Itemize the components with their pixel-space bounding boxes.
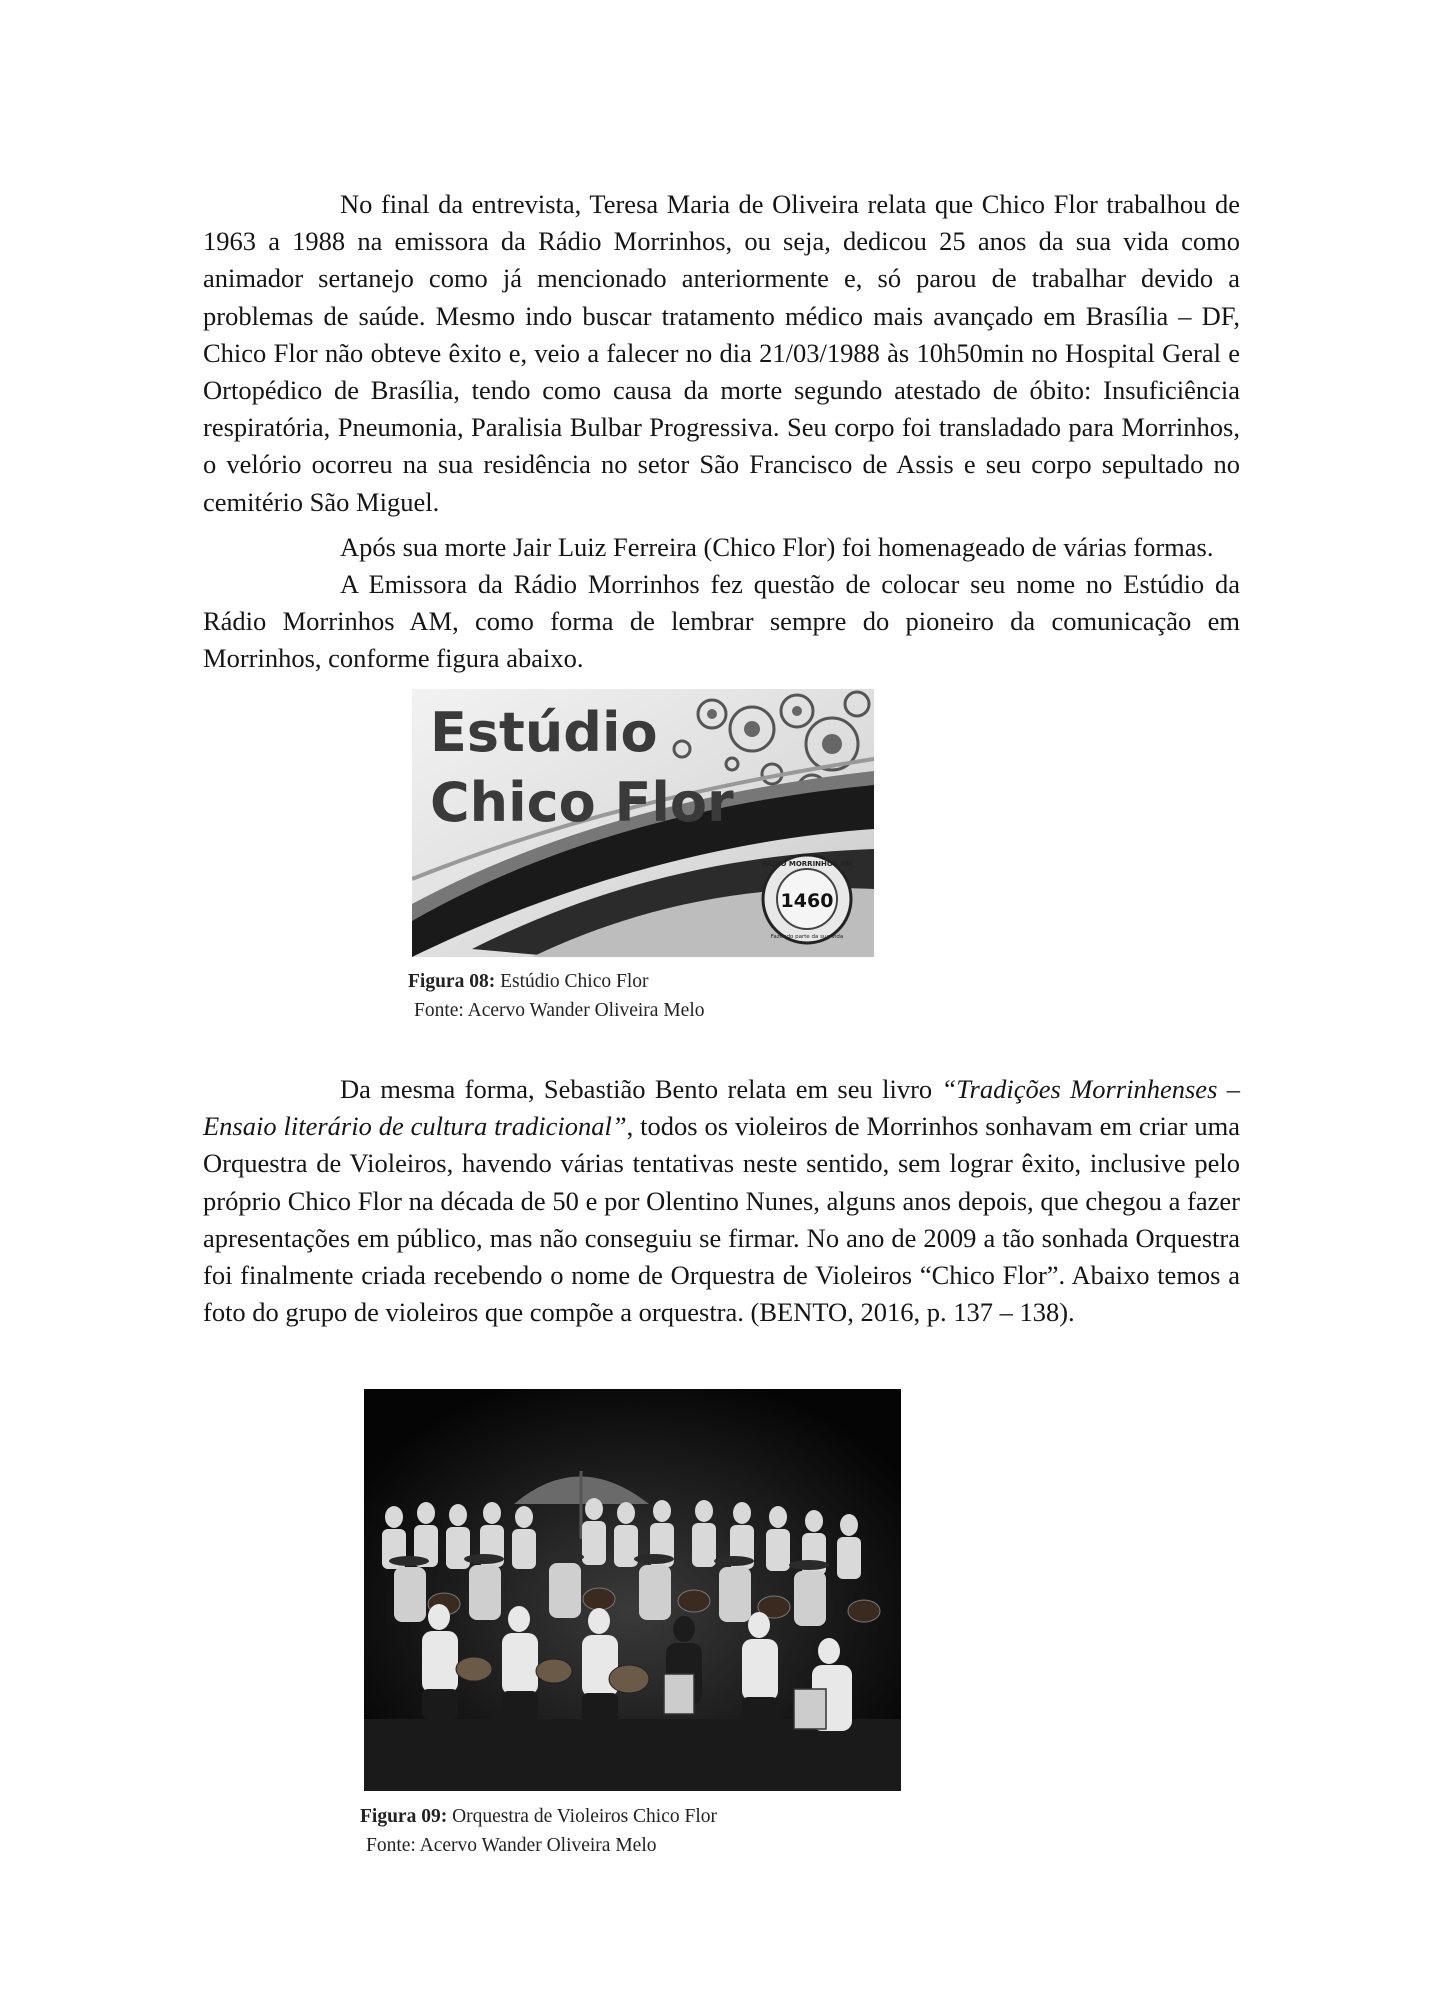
figure-08-caption-text: Estúdio Chico Flor (495, 971, 649, 992)
radio-morrinhos-logo (761, 855, 852, 943)
figure-09-source: Fonte: Acervo Wander Oliveira Melo (366, 1835, 657, 1856)
sign-text-estudio: Estúdio (430, 701, 658, 764)
figure-08-caption (408, 968, 649, 996)
accordion-right (794, 1689, 826, 1729)
paragraph-orchestra (203, 1071, 1240, 1331)
figure-08-source: Fonte: Acervo Wander Oliveira Melo (414, 1000, 705, 1021)
sign-text-chico-flor: Chico Flor (430, 771, 734, 834)
accordion-left (664, 1674, 694, 1714)
paragraph-orchestra-text-start: Da mesma forma, Sebastião Bento relata em seu livro (340, 1074, 942, 1104)
figure-09-caption-label: Figura 09: (360, 1806, 448, 1827)
paragraph-chico-flor-death: No final da entrevista, Teresa Maria de Oliveira relata que Chico Flor trabalhou de 1963 a 1988 na emissora da Rádio Morrinhos, ou seja, dedicou 25 anos da sua vida como animador sertanejo como já mencionado anteriormente e, só parou de trabalhar devido a problemas de saúde. Mesmo indo buscar tratamento médico mais avançado em Brasília – DF, Chico Flor não obteve êxito e, veio a falecer no dia 21/03/1988 às 10h50min no Hospital Geral e Ortopédico de Brasília, tendo como causa da morte segundo atestado de óbito: Insuficiência respiratória, Pneumonia, Paralisia Bulbar Progressiva. Seu corpo foi transladado para Morrinhos, o velório ocorreu na sua residência no setor São Francisco de Assis e seu corpo sepultado no cemitério São Miguel. (203, 189, 1240, 517)
paragraph-orchestra-text-end: , todos os violeiros de Morrinhos sonhavam em criar uma Orquestra de Violeiros, havendo várias tentativas neste sentido, sem lograr êxito, inclusive pelo próprio Chico Flor na década de 50 e por Olentino Nunes, alguns anos depois, que chegou a fazer apresentações em público, mas não conseguiu se firmar. No ano de 2009 a tão sonhada Orquestra foi finalmente criada recebendo o nome de Orquestra de Violeiros “Chico Flor”. Abaixo temos a foto do grupo de violeiros que compõe a orquestra. (BENTO, 2016, p. 137 – 138). (203, 1111, 1240, 1328)
logo-slogan: Fazendo parte da sua vida (770, 934, 844, 940)
figure-08-caption-label: Figura 08: (408, 971, 496, 992)
figure-08-studio-sign-photo (412, 689, 874, 957)
paragraph-studio-name: A Emissora da Rádio Morrinhos fez questão de colocar seu nome no Estúdio da Rádio Morrinhos AM, como forma de lembrar sempre do pioneiro da comunicação em Morrinhos, conforme figura abaixo. (203, 569, 1240, 674)
logo-arc-text: RÁDIO MORRINHOS AM (761, 860, 853, 868)
figure-09-orchestra-photo (364, 1389, 901, 1791)
logo-number: 1460 (780, 890, 834, 912)
figure-09-caption (360, 1803, 717, 1831)
figure-09-caption-text: Orquestra de Violeiros Chico Flor (447, 1806, 718, 1827)
book-title: “Tradições Morrinhenses – Ensaio literário de cultura tradicional” (203, 1074, 1240, 1142)
paragraph-homage: Após sua morte Jair Luiz Ferreira (Chico Flor) foi homenageado de várias formas. (340, 532, 1214, 562)
